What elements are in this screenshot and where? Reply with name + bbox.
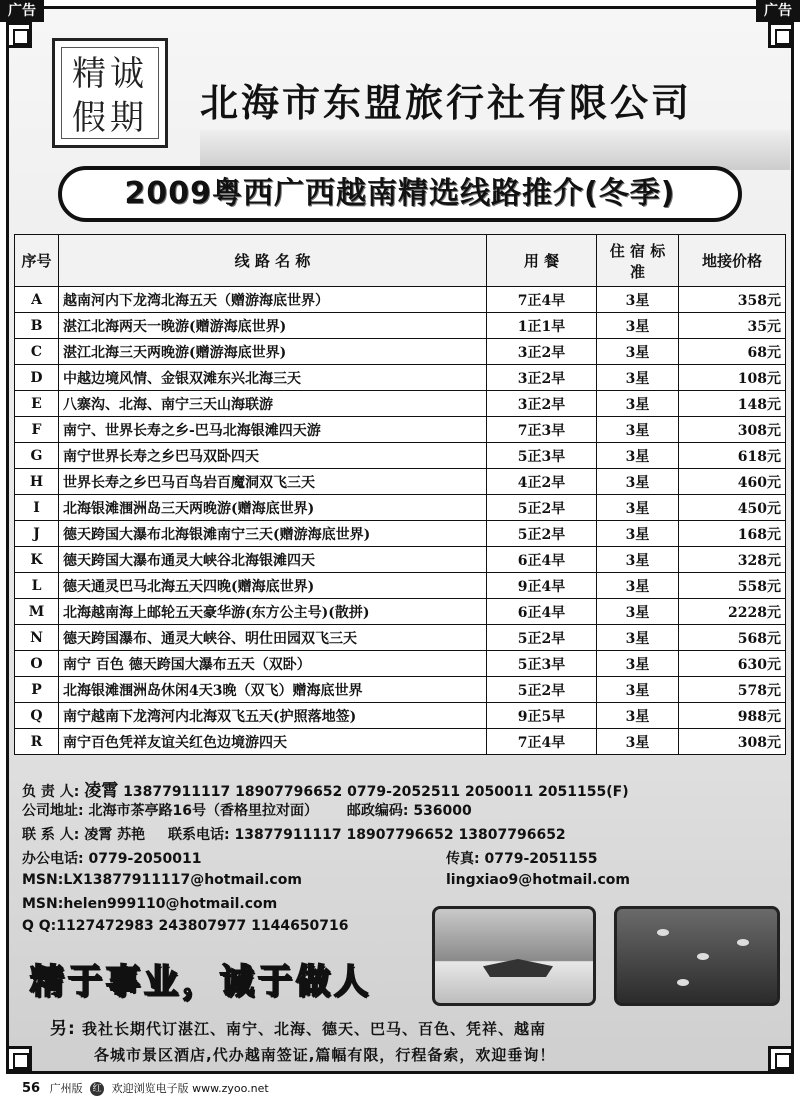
note-text-1: 我社长期代订湛江、南宁、北海、德天、巴马、百色、凭祥、越南 xyxy=(82,1020,547,1038)
route-name: 湛江北海三天两晚游(赠游海底世界) xyxy=(59,339,487,365)
route-name: 中越边境风情、金银双滩东兴北海三天 xyxy=(59,365,487,391)
route-meals: 5正3早 xyxy=(487,443,597,469)
corner-ornament xyxy=(6,22,32,48)
route-id: O xyxy=(15,651,59,677)
table-row xyxy=(15,287,786,313)
route-price: 328元 xyxy=(679,547,786,573)
msn1-alt: lingxiao9@hotmail.com xyxy=(446,872,630,888)
route-price: 308元 xyxy=(679,417,786,443)
route-price: 568元 xyxy=(679,625,786,651)
route-name: 南宁越南下龙湾河内北海双飞五天(护照落地签) xyxy=(59,703,487,729)
route-hotel: 3星 xyxy=(597,365,679,391)
route-name: 北海银滩涠洲岛休闲4天3晚（双飞）赠海底世界 xyxy=(59,677,487,703)
route-hotel: 3星 xyxy=(597,339,679,365)
route-hotel: 3星 xyxy=(597,521,679,547)
route-name: 德天跨国大瀑布通灵大峡谷北海银滩四天 xyxy=(59,547,487,573)
route-name: 八寨沟、北海、南宁三天山海联游 xyxy=(59,391,487,417)
service-note xyxy=(50,1016,770,1068)
route-id: Q xyxy=(15,703,59,729)
office-phone: 0779-2050011 xyxy=(88,851,202,867)
fish-shape xyxy=(657,929,669,936)
route-meals: 7正3早 xyxy=(487,417,597,443)
route-id: E xyxy=(15,391,59,417)
route-hotel: 3星 xyxy=(597,391,679,417)
corner-ornament xyxy=(6,1046,32,1072)
route-id: R xyxy=(15,729,59,755)
msn2: MSN:helen999110@hotmail.com xyxy=(22,896,278,912)
slogan: 精于事业，诚于做人 xyxy=(30,962,372,1002)
header-id: 序号 xyxy=(15,235,59,287)
route-meals: 5正3早 xyxy=(487,651,597,677)
table-row xyxy=(15,469,786,495)
route-meals: 7正4早 xyxy=(487,729,597,755)
note-line-1 xyxy=(50,1016,770,1042)
table-row xyxy=(15,521,786,547)
route-price: 108元 xyxy=(679,365,786,391)
ad-tag-right: 广告 xyxy=(756,0,800,22)
table-row xyxy=(15,391,786,417)
edition: 广州版 xyxy=(49,1082,83,1095)
route-hotel: 3星 xyxy=(597,625,679,651)
route-price: 450元 xyxy=(679,495,786,521)
route-price: 168元 xyxy=(679,521,786,547)
route-price: 988元 xyxy=(679,703,786,729)
corner-ornament xyxy=(768,22,794,48)
route-id: A xyxy=(15,287,59,313)
route-price: 2228元 xyxy=(679,599,786,625)
route-id: N xyxy=(15,625,59,651)
beach-hut-photo xyxy=(432,906,596,1006)
lead-label: 负 责 人: xyxy=(22,784,80,800)
table-row xyxy=(15,443,786,469)
header-price: 地接价格 xyxy=(679,235,786,287)
brand-logo xyxy=(52,38,168,148)
route-name: 德天跨国瀑布、通灵大峡谷、明仕田园双飞三天 xyxy=(59,625,487,651)
route-id: G xyxy=(15,443,59,469)
contact-label: 联 系 人: xyxy=(22,827,80,843)
corner-ornament xyxy=(768,1046,794,1072)
note-label: 另: xyxy=(50,1019,76,1039)
banner-title: 2009粤西广西越南精选线路推介(冬季) xyxy=(58,166,742,222)
lead-line xyxy=(22,776,629,801)
route-name: 南宁 百色 德天跨国大瀑布五天（双卧） xyxy=(59,651,487,677)
route-id: D xyxy=(15,365,59,391)
route-name: 南宁、世界长寿之乡-巴马北海银滩四天游 xyxy=(59,417,487,443)
route-meals: 6正4早 xyxy=(487,547,597,573)
route-hotel: 3星 xyxy=(597,417,679,443)
route-meals: 5正2早 xyxy=(487,521,597,547)
fish-shape xyxy=(697,953,709,960)
ad-tag-left: 广告 xyxy=(0,0,44,22)
route-meals: 9正5早 xyxy=(487,703,597,729)
route-meals: 1正1早 xyxy=(487,313,597,339)
footer-text: 欢迎浏览电子版 www.zyoo.net xyxy=(111,1082,269,1095)
hut-shape xyxy=(483,959,553,977)
route-id: B xyxy=(15,313,59,339)
route-price: 460元 xyxy=(679,469,786,495)
route-price: 578元 xyxy=(679,677,786,703)
header-meals: 用 餐 xyxy=(487,235,597,287)
table-row xyxy=(15,625,786,651)
route-meals: 5正2早 xyxy=(487,625,597,651)
route-hotel: 3星 xyxy=(597,703,679,729)
brand-line-2: 假期 xyxy=(72,98,148,138)
brand-line-1: 精诚 xyxy=(72,54,148,94)
lead-phones: 13877911117 18907796652 0779-2052511 2050011 2051155(F) xyxy=(123,784,629,800)
route-name: 德天通灵巴马北海五天四晚(赠海底世界) xyxy=(59,573,487,599)
route-hotel: 3星 xyxy=(597,729,679,755)
route-price: 618元 xyxy=(679,443,786,469)
route-id: K xyxy=(15,547,59,573)
route-meals: 6正4早 xyxy=(487,599,597,625)
route-meals: 7正4早 xyxy=(487,287,597,313)
header-route: 线 路 名 称 xyxy=(59,235,487,287)
table-row xyxy=(15,365,786,391)
route-meals: 3正2早 xyxy=(487,365,597,391)
route-hotel: 3星 xyxy=(597,443,679,469)
route-meals: 3正2早 xyxy=(487,339,597,365)
badge-icon: 红 xyxy=(90,1082,104,1096)
route-price: 68元 xyxy=(679,339,786,365)
contact-phones: 13877911117 18907796652 13807796652 xyxy=(234,827,566,843)
route-id: M xyxy=(15,599,59,625)
route-id: F xyxy=(15,417,59,443)
route-id: L xyxy=(15,573,59,599)
route-hotel: 3星 xyxy=(597,677,679,703)
qq: Q Q:1127472983 243807977 1144650716 xyxy=(22,918,349,934)
route-meals: 5正2早 xyxy=(487,677,597,703)
route-hotel: 3星 xyxy=(597,651,679,677)
contact-phone-label: 联系电话: xyxy=(167,827,230,843)
route-name: 越南河内下龙湾北海五天（赠游海底世界） xyxy=(59,287,487,313)
routes-table xyxy=(14,234,786,755)
route-price: 35元 xyxy=(679,313,786,339)
route-hotel: 3星 xyxy=(597,287,679,313)
route-meals: 4正2早 xyxy=(487,469,597,495)
route-name: 北海银滩涠洲岛三天两晚游(赠海底世界) xyxy=(59,495,487,521)
seascape-image xyxy=(200,130,790,170)
table-row xyxy=(15,417,786,443)
table-row xyxy=(15,339,786,365)
fax-line xyxy=(446,848,597,868)
route-name: 北海越南海上邮轮五天豪华游(东方公主号)(散拼) xyxy=(59,599,487,625)
table-row xyxy=(15,677,786,703)
fish-shape xyxy=(737,939,749,946)
route-id: C xyxy=(15,339,59,365)
note-line-2: 各城市景区酒店,代办越南签证,篇幅有限，行程备索，欢迎垂询！ xyxy=(94,1046,556,1064)
route-id: P xyxy=(15,677,59,703)
table-row xyxy=(15,729,786,755)
table-row xyxy=(15,547,786,573)
route-price: 308元 xyxy=(679,729,786,755)
address-label: 公司地址: xyxy=(22,803,84,819)
fax-label: 传真: xyxy=(446,851,480,867)
table-row xyxy=(15,703,786,729)
route-id: I xyxy=(15,495,59,521)
route-hotel: 3星 xyxy=(597,599,679,625)
page-number: 56 xyxy=(22,1081,41,1096)
table-row xyxy=(15,573,786,599)
header-hotel: 住 宿 标 准 xyxy=(597,235,679,287)
route-hotel: 3星 xyxy=(597,573,679,599)
fish-shape xyxy=(677,979,689,986)
route-meals: 9正4早 xyxy=(487,573,597,599)
route-meals: 5正2早 xyxy=(487,495,597,521)
route-price: 630元 xyxy=(679,651,786,677)
page-footer xyxy=(22,1080,269,1096)
office-line xyxy=(22,848,201,868)
postcode-label: 邮政编码: xyxy=(346,803,409,819)
table-row xyxy=(15,599,786,625)
route-hotel: 3星 xyxy=(597,469,679,495)
msn1: MSN:LX13877911117@hotmail.com xyxy=(22,872,302,888)
underwater-photo xyxy=(614,906,780,1006)
lead-name: 凌霄 xyxy=(84,781,119,801)
route-price: 558元 xyxy=(679,573,786,599)
route-price: 148元 xyxy=(679,391,786,417)
route-name: 南宁世界长寿之乡巴马双卧四天 xyxy=(59,443,487,469)
route-price: 358元 xyxy=(679,287,786,313)
route-id: J xyxy=(15,521,59,547)
route-hotel: 3星 xyxy=(597,495,679,521)
route-name: 世界长寿之乡巴马百鸟岩百魔洞双飞三天 xyxy=(59,469,487,495)
contact-names: 凌霄 苏艳 xyxy=(84,827,146,843)
table-header-row xyxy=(15,235,786,287)
route-id: H xyxy=(15,469,59,495)
route-meals: 3正2早 xyxy=(487,391,597,417)
fax: 0779-2051155 xyxy=(484,851,598,867)
route-hotel: 3星 xyxy=(597,547,679,573)
table-row xyxy=(15,651,786,677)
route-name: 南宁百色凭祥友谊关红色边境游四天 xyxy=(59,729,487,755)
table-row xyxy=(15,495,786,521)
address-line xyxy=(22,800,472,820)
route-name: 德天跨国大瀑布北海银滩南宁三天(赠游海底世界) xyxy=(59,521,487,547)
address: 北海市茶亭路16号（香格里拉对面） xyxy=(88,803,318,819)
postcode: 536000 xyxy=(413,803,472,819)
route-hotel: 3星 xyxy=(597,313,679,339)
table-row xyxy=(15,313,786,339)
route-name: 湛江北海两天一晚游(赠游海底世界) xyxy=(59,313,487,339)
office-label: 办公电话: xyxy=(22,851,84,867)
company-name: 北海市东盟旅行社有限公司 xyxy=(200,80,693,125)
contact-line xyxy=(22,824,566,844)
